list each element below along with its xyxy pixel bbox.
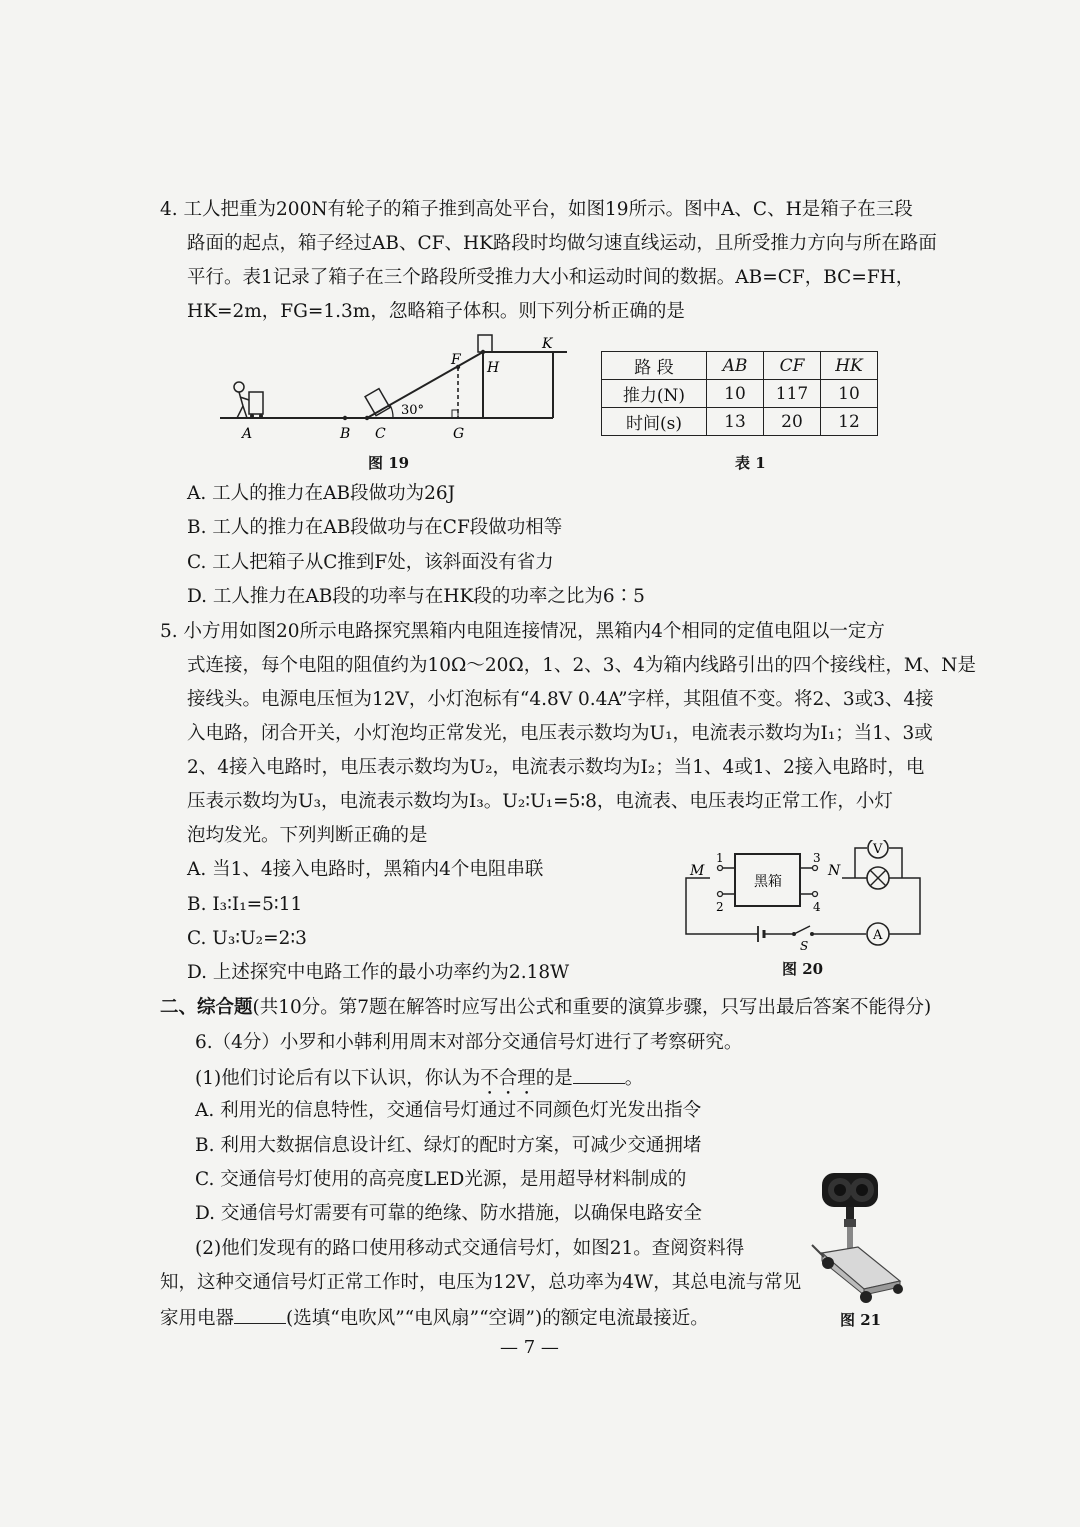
label-A: A (242, 426, 253, 442)
voltmeter-label: V (873, 842, 883, 857)
table-row (602, 408, 878, 436)
answer-blank-2[interactable] (234, 1305, 286, 1324)
terminal-3: 3 (813, 851, 821, 865)
table-row (602, 352, 878, 380)
q4-line-4: HK=2m，FG=1.3m，忽略箱子体积。则下列分析正确的是 (187, 301, 685, 322)
q4-option-d: D. 工人推力在AB段的功率与在HK段的功率之比为6∶5 (187, 586, 645, 607)
q5-option-d: D. 上述探究中电路工作的最小功率约为2.18W (187, 962, 570, 983)
table-cell: 10 (707, 380, 764, 408)
table-row (602, 380, 878, 408)
figure-20-circuit-diagram (680, 840, 930, 955)
q6-part1-text: (1)他们讨论后有以下认识，你认为 (195, 1068, 481, 1089)
section-2-title: 二、综合题 (160, 997, 253, 1018)
terminal-4: 4 (813, 900, 821, 914)
table-cell: 路 段 (602, 352, 707, 380)
q6-part2-text-2: (选填“电吹风”“电风扇”“空调”)的额定电流最接近。 (286, 1308, 709, 1329)
section-2-note: (共10分。第7题在解答时应写出公式和重要的演算步骤，只写出最后答案不能得分) (252, 997, 932, 1018)
q6-part1-emphasis: 不合理 (480, 1068, 536, 1089)
q4-option-a: A. 工人的推力在AB段做功为26J (187, 483, 456, 504)
q6-option-a: A. 利用光的信息特性，交通信号灯通过不同颜色灯光发出指令 (195, 1100, 702, 1121)
q4-option-b: B. 工人的推力在AB段做功与在CF段做功相等 (187, 517, 563, 538)
q5-option-b: B. I₃∶I₁=5∶11 (187, 894, 303, 915)
q5-line-2: 式连接，每个电阻的阻值约为10Ω～20Ω，1、2、3、4为箱内线路引出的四个接线柱，M、N是 (187, 655, 976, 676)
q5-line-3: 接线头。电源电压恒为12V，小灯泡标有“4.8V 0.4A”字样，其阻值不变。将2、3或3、4接 (187, 689, 934, 710)
table-cell: AB (707, 352, 764, 380)
terminal-2: 2 (716, 900, 724, 914)
page-number: — 7 — (500, 1337, 559, 1358)
label-F: F (451, 352, 461, 368)
label-M: M (690, 863, 705, 879)
q5-option-c: C. U₃∶U₂=2∶3 (187, 928, 307, 949)
q5-line-5: 2、4接入电路时，电压表示数均为U₂，电流表示数均为I₂；当1、4或1、2接入电路时，电 (187, 757, 925, 778)
table-cell: 20 (764, 408, 821, 436)
black-box-label: 黑箱 (754, 874, 782, 890)
table-cell: HK (821, 352, 878, 380)
q6-part2-text: 家用电器 (160, 1308, 235, 1329)
q5-option-a: A. 当1、4接入电路时，黑箱内4个电阻串联 (187, 859, 544, 880)
figure-20-caption: 图 20 (782, 960, 824, 978)
label-S: S (800, 939, 809, 953)
q5-line-4: 入电路，闭合开关，小灯泡均正常发光，电压表示数均为U₁，电流表示数均为I₁；当1、3或 (187, 723, 933, 744)
table-cell: 10 (821, 380, 878, 408)
label-H: H (487, 360, 500, 376)
label-G: G (453, 426, 465, 442)
q6-part1 (195, 1065, 643, 1099)
table-cell: CF (764, 352, 821, 380)
q6-part1-end: 。 (624, 1068, 644, 1089)
answer-blank-1[interactable] (573, 1065, 625, 1084)
q6-part2-line-3 (160, 1305, 709, 1331)
q4-line-3: 平行。表1记录了箱子在三个路段所受推力大小和运动时间的数据。AB=CF，BC=FH， (187, 267, 915, 288)
label-B: B (340, 426, 351, 442)
q6-option-d: D. 交通信号灯需要有可靠的绝缘、防水措施，以确保电路安全 (195, 1203, 702, 1224)
angle-label: 30° (401, 403, 425, 418)
q4-line-2: 路面的起点，箱子经过AB、CF、HK路段时均做匀速直线运动，且所受推力方向与所在路面 (187, 233, 937, 254)
table-cell: 117 (764, 380, 821, 408)
figure-19-ramp-diagram (215, 330, 575, 445)
table-cell: 13 (707, 408, 764, 436)
label-K: K (542, 336, 553, 352)
ammeter-label: A (873, 928, 883, 943)
label-N: N (828, 863, 841, 879)
q5-line-6: 压表示数均为U₃，电流表示数均为I₃。U₂∶U₁=5∶8，电流表、电压表均正常工作，小灯 (187, 791, 893, 812)
q5-line-7: 泡均发光。下列判断正确的是 (187, 825, 428, 846)
table-cell: 12 (821, 408, 878, 436)
q6-part2-line-2: 知，这种交通信号灯正常工作时，电压为12V，总功率为4W，其总电流与常见 (160, 1272, 802, 1293)
q4-line-1: 4. 工人把重为200N有轮子的箱子推到高处平台，如图19所示。图中A、C、H是箱子在三段 (160, 199, 913, 220)
figure-19-caption: 图 19 (368, 454, 410, 472)
q5-line-1: 5. 小方用如图20所示电路探究黑箱内电阻连接情况，黑箱内4个相同的定值电阻以一定方 (160, 621, 885, 642)
q6-intro: 6.（4分）小罗和小韩利用周末对部分交通信号灯进行了考察研究。 (195, 1032, 743, 1053)
label-C: C (375, 426, 386, 442)
table-1 (601, 351, 878, 436)
q6-part2-line-1: (2)他们发现有的路口使用移动式交通信号灯，如图21。查阅资料得 (195, 1238, 745, 1259)
table-1-caption: 表 1 (735, 454, 766, 472)
terminal-1: 1 (716, 851, 724, 865)
figure-21-caption: 图 21 (840, 1311, 882, 1329)
table-cell: 推力(N) (602, 380, 707, 408)
q6-option-c: C. 交通信号灯使用的高亮度LED光源，是用超导材料制成的 (195, 1169, 687, 1190)
q6-option-b: B. 利用大数据信息设计红、绿灯的配时方案，可减少交通拥堵 (195, 1135, 702, 1156)
q6-part1-text-2: 的是 (535, 1068, 573, 1089)
section-2-heading (160, 996, 931, 1020)
table-cell: 时间(s) (602, 408, 707, 436)
q4-option-c: C. 工人把箱子从C推到F处，该斜面没有省力 (187, 552, 554, 573)
figure-21-traffic-light-image (800, 1165, 910, 1305)
